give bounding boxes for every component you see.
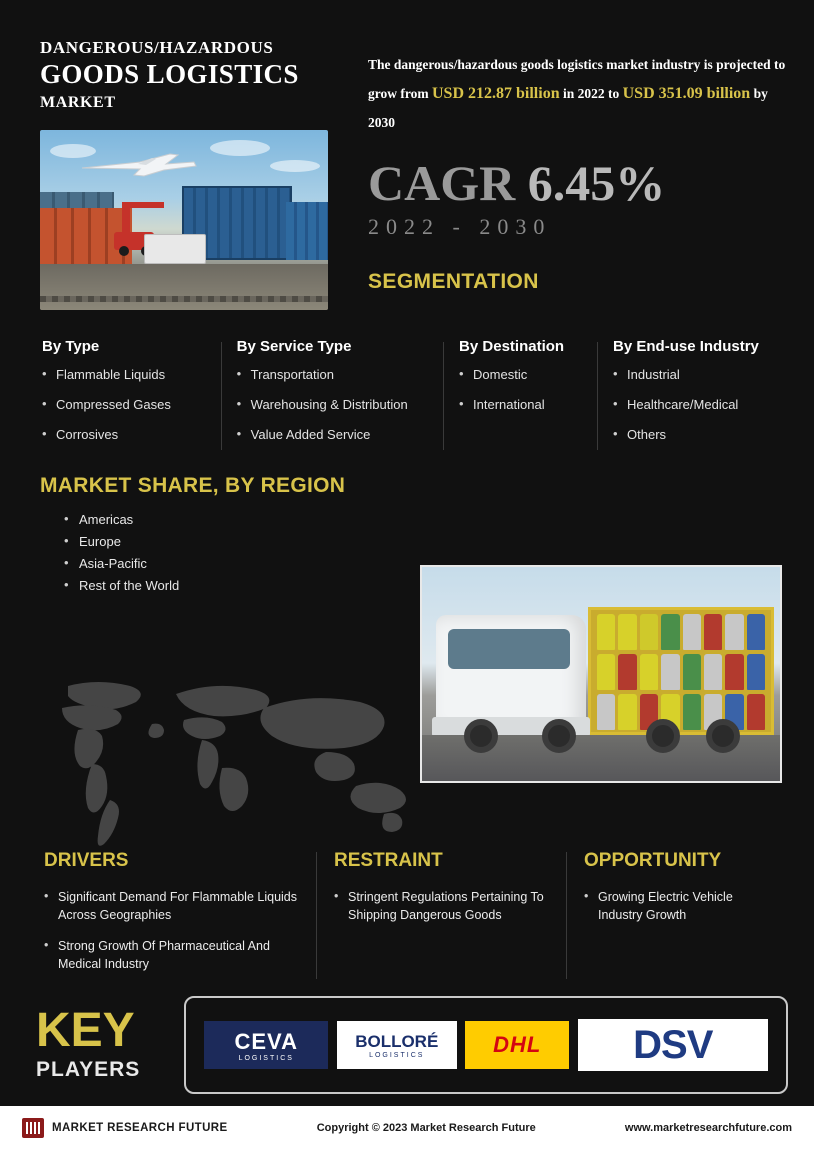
header-right <box>368 38 788 310</box>
analysis-item: • Strong Growth Of Pharmaceutical And Medical Industry <box>44 937 298 973</box>
bollore-logistics-logo <box>337 1021 457 1069</box>
intro-text-2: in 2022 to <box>559 86 623 102</box>
key-players-label <box>26 1004 184 1082</box>
cagr-label: CAGR <box>368 154 516 211</box>
segmentation-heading: By Type <box>42 337 100 355</box>
mrf-logo-icon <box>22 1118 44 1138</box>
gas-cylinder <box>661 654 679 690</box>
truck-wheel <box>542 719 576 753</box>
segmentation-item: • Compressed Gases <box>42 397 205 414</box>
white-truck <box>144 234 206 264</box>
gas-cylinder <box>704 654 722 690</box>
region-item: • Asia-Pacific <box>64 556 814 571</box>
dsv-logo <box>578 1019 768 1071</box>
segmentation-title: SEGMENTATION <box>368 269 539 293</box>
page-title-line3: MARKET <box>40 93 116 111</box>
cylinder-row <box>595 614 767 650</box>
header-left <box>40 38 340 310</box>
key-players-section <box>26 995 788 1095</box>
dhl-logo-text: DHL <box>493 1032 542 1057</box>
analysis-row <box>26 850 788 987</box>
gas-cylinder <box>725 614 743 650</box>
market-share-title: MARKET SHARE, BY REGION <box>40 474 346 498</box>
cagr-line <box>368 154 788 211</box>
header <box>0 0 814 310</box>
gas-cylinder <box>683 694 701 730</box>
bollore-logo-text: BOLLORÉ <box>355 1031 439 1051</box>
region-item: • Europe <box>64 534 814 549</box>
analysis-item: • Growing Electric Vehicle Industry Growth <box>584 888 770 924</box>
bollore-logo-subtext: LOGISTICS <box>369 1051 425 1059</box>
analysis-heading: RESTRAINT <box>334 850 443 871</box>
segmentation-item: • Industrial <box>613 367 772 384</box>
region-item: • Americas <box>64 512 814 527</box>
gas-cylinder <box>618 614 636 650</box>
page-title-line1: DANGEROUS/HAZARDOUS <box>40 38 274 57</box>
intro-text-3: by 2030 <box>368 86 768 130</box>
blue-container <box>286 202 328 260</box>
gas-cylinder <box>597 654 615 690</box>
cloud-shape <box>210 140 270 156</box>
cylinder-row <box>595 654 767 690</box>
footer-url[interactable]: www.marketresearchfuture.com <box>624 1122 792 1134</box>
ceva-logo-text: CEVA <box>234 1028 298 1054</box>
segmentation-item: • Warehousing & Distribution <box>237 397 427 414</box>
segmentation-item: • Healthcare/Medical <box>613 397 772 414</box>
world-map-icon <box>26 668 426 848</box>
segmentation-column-by-service-type <box>221 338 443 457</box>
analysis-column-drivers <box>26 850 316 987</box>
key-players-logo-box <box>184 996 788 1094</box>
footer-brand <box>22 1118 228 1138</box>
cylinder-row <box>595 694 767 730</box>
footer <box>0 1106 814 1150</box>
segmentation-heading: By End-use Industry <box>613 337 759 355</box>
segmentation-column-by-end-use-industry <box>597 338 788 457</box>
key-players-key-text: KEY <box>36 1004 135 1058</box>
segmentation-heading: By Destination <box>459 337 565 355</box>
analysis-item: • Stringent Regulations Pertaining To Shipping Dangerous Goods <box>334 888 548 924</box>
segmentation-heading: By Service Type <box>236 337 352 355</box>
dhl-logo <box>465 1021 569 1069</box>
gas-cylinder <box>640 654 658 690</box>
gas-cylinder <box>683 654 701 690</box>
airplane-icon <box>78 152 198 178</box>
gas-cylinder <box>618 654 636 690</box>
segmentation-item: • Domestic <box>459 367 581 384</box>
gas-cylinder <box>597 694 615 730</box>
ceva-logistics-logo <box>204 1021 328 1069</box>
segmentation-item: • Transportation <box>237 367 427 384</box>
segmentation-item: • Flammable Liquids <box>42 367 205 384</box>
cagr-value: 6.45% <box>527 154 666 211</box>
gas-cylinder <box>725 654 743 690</box>
truck-wheel <box>464 719 498 753</box>
truck-wheel <box>706 719 740 753</box>
gas-cylinder-truck-photo <box>420 565 782 783</box>
segmentation-item: • Others <box>613 427 772 444</box>
gas-cylinder <box>640 614 658 650</box>
segmentation-item: • Value Added Service <box>237 427 427 444</box>
railway-track <box>40 296 328 302</box>
dsv-logo-text: DSV <box>633 1022 713 1067</box>
truck-wheel <box>646 719 680 753</box>
world-map <box>26 668 426 848</box>
gas-cylinder <box>618 694 636 730</box>
segmentation-column-by-destination <box>443 338 597 457</box>
trailer-rack <box>588 607 774 735</box>
cagr-years: 2022 - 2030 <box>368 213 552 239</box>
gas-cylinder <box>661 614 679 650</box>
intro-value-2: USD 351.09 billion <box>622 85 751 103</box>
region-item: • Rest of the World <box>64 578 814 593</box>
segmentation-item: • Corrosives <box>42 427 205 444</box>
page-title-line2: GOODS LOGISTICS <box>40 59 299 89</box>
key-players-players-text: PLAYERS <box>36 1057 141 1081</box>
analysis-item: • Significant Demand For Flammable Liquids Across Geographies <box>44 888 298 924</box>
gas-cylinder <box>747 654 765 690</box>
segmentation-grid <box>26 332 788 457</box>
analysis-column-opportunity <box>566 850 788 987</box>
cloud-shape <box>270 160 320 172</box>
truck-windshield <box>448 629 570 669</box>
ground <box>40 264 328 310</box>
intro-text-1: The dangerous/hazardous goods logistics market industry is projected to grow from <box>368 57 786 102</box>
segmentation-item: • International <box>459 397 581 414</box>
gas-cylinder <box>597 614 615 650</box>
gas-cylinder <box>747 694 765 730</box>
intro-paragraph <box>368 52 788 136</box>
footer-brand-name: MARKET RESEARCH FUTURE <box>52 1122 228 1134</box>
segmentation-column-by-type <box>26 338 221 457</box>
analysis-column-restraint <box>316 850 566 987</box>
footer-copyright: Copyright © 2023 Market Research Future <box>316 1122 536 1134</box>
hero-image <box>40 130 328 310</box>
gas-cylinder <box>747 614 765 650</box>
analysis-heading: DRIVERS <box>44 850 129 871</box>
ceva-logo-subtext: LOGISTICS <box>238 1054 294 1062</box>
gas-cylinder <box>704 614 722 650</box>
gas-cylinder <box>683 614 701 650</box>
analysis-heading: OPPORTUNITY <box>584 850 722 871</box>
intro-value-1: USD 212.87 billion <box>432 85 560 103</box>
